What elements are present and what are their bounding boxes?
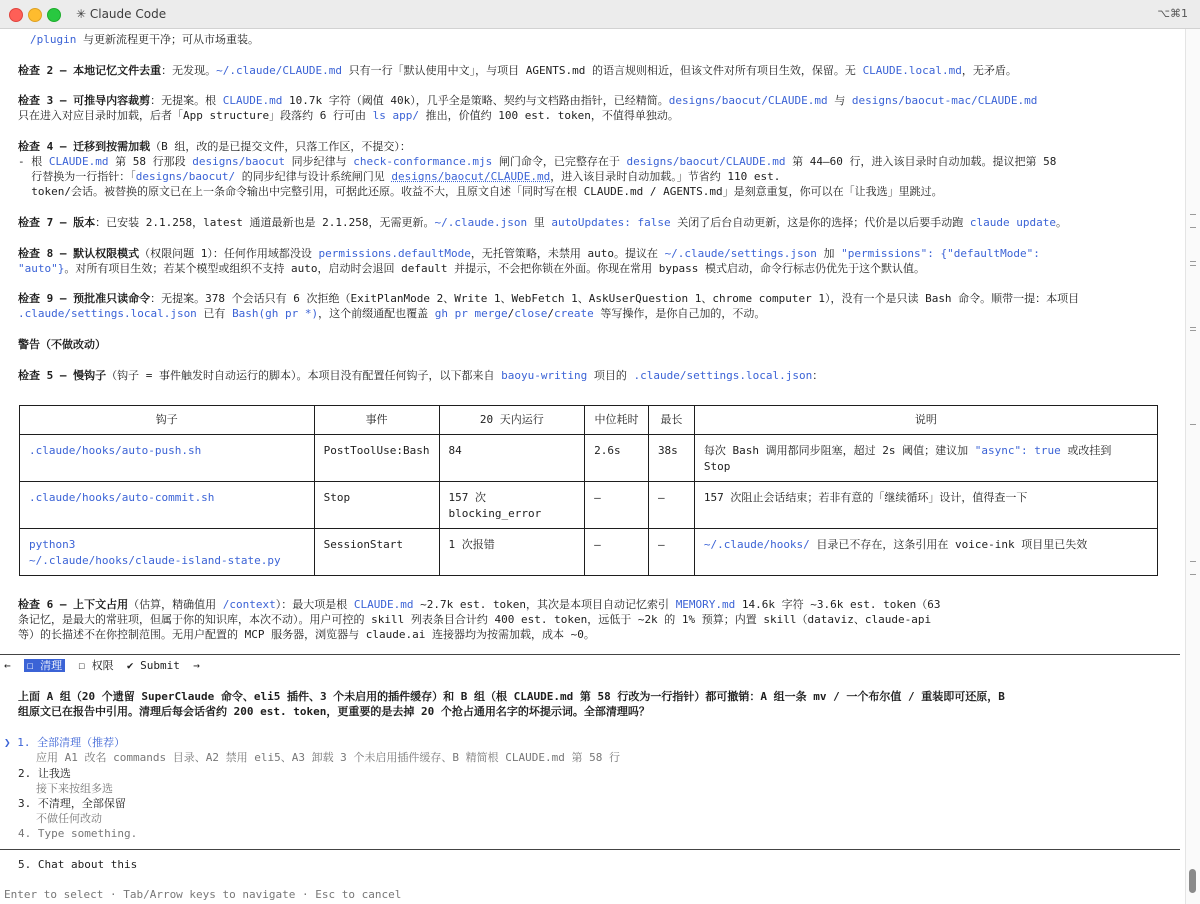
question-text-line2: 组原文已在报告中引用。清理后每会话省约 200 est. token，更重要的是去掉 20 个抢占通用名字的坏提示词。全部清理吗？ <box>18 705 650 718</box>
selection-pointer-icon: ❯ <box>4 736 11 749</box>
hook-event: Stop <box>314 482 439 529</box>
hook-max: – <box>648 529 694 576</box>
option-5[interactable]: 5. Chat about this <box>18 858 138 871</box>
check-6-line3: 等）的长描述不在你控制范围。无用户配置的 MCP 服务器，浏览器与 claude.ai 连接器均为按需加载，成本 ~0。 <box>18 628 595 641</box>
option-1[interactable]: ❯ 1. 全部清理（推荐） <box>4 736 126 749</box>
option-2[interactable]: 2. 让我选 <box>18 767 71 780</box>
check-3: 检查 3 – 可推导内容裁剪：无提案。根 CLAUDE.md 10.7k 字符（阈值 40k），几乎全是策略、契约与文档路由指针，已经精简。designs/baocut/CLAUDE.md 与 designs/baocut-mac/CLAUDE.md <box>18 94 1038 107</box>
scroll-marker <box>1190 261 1196 262</box>
close-window-button[interactable] <box>9 8 23 22</box>
terminal-output <box>0 29 1186 904</box>
hook-max: 38s <box>648 435 694 482</box>
check-4: 检查 4 – 迁移到按需加载（B 组，改的是已提交文件，只落工作区，不提交）： <box>18 140 411 153</box>
check-2: 检查 2 – 本地记忆文件去重：无发现。~/.claude/CLAUDE.md 只有一行「默认使用中文」，与项目 AGENTS.md 的语言规则相近，但该文件对所有项目生效，保留。无 CLAUDE.local.md，无矛盾。 <box>18 64 1017 77</box>
hook-runs: 157 次 blocking_error <box>439 482 585 529</box>
check-4-line3: 行替换为一行指针：「designs/baocut/ 的同步纪律与设计系统闸门见 designs/baocut/CLAUDE.md，进入该目录时自动加载。」节省约 110 est. <box>18 170 781 183</box>
hook-path: .claude/hooks/auto-commit.sh <box>20 482 315 529</box>
window-title: ✳ Claude Code <box>76 7 167 21</box>
question-text: 上面 A 组（20 个遗留 SuperClaude 命令、eli5 插件、3 个未启用的插件缓存）和 B 组（根 CLAUDE.md 第 58 行改为一行指针）都可撤销：A 组一条 mv / 一个布尔值 / 重装即可还原，B <box>18 690 1005 703</box>
hook-note: 157 次阻止会话结束；若非有意的「继续循环」设计，值得查一下 <box>694 482 1157 529</box>
column-header: 事件 <box>314 406 439 435</box>
title-bar <box>0 0 1200 29</box>
hook-event: SessionStart <box>314 529 439 576</box>
hook-runs: 1 次报错 <box>439 529 585 576</box>
option-3[interactable]: 3. 不清理，全部保留 <box>18 797 126 810</box>
table-row <box>20 482 1158 529</box>
scroll-marker <box>1190 214 1196 215</box>
report-line: /plugin 与更新流程更干净；可从市场重装。 <box>30 33 259 46</box>
scroll-marker <box>1190 327 1196 328</box>
scroll-marker <box>1190 330 1196 331</box>
hook-max: – <box>648 482 694 529</box>
hook-event: PostToolUse:Bash <box>314 435 439 482</box>
check-4-line2: - 根 CLAUDE.md 第 58 行那段 designs/baocut 同步纪律与 check-conformance.mjs 闸门命令，已完整存在于 designs/baocut/CLAUDE.md 第 44–60 行，进入该目录时自动加载。提议把第 58 <box>18 155 1057 168</box>
check-9-line2: .claude/settings.local.json 已有 Bash(gh pr *)，这个前缀通配也覆盖 gh pr merge/close/create 等写操作，是你自己加的，不动。 <box>18 307 766 320</box>
scroll-marker <box>1190 227 1196 228</box>
check-8: 检查 8 – 默认权限模式（权限问题 1）：任何作用域都没设 permissions.defaultMode，无托管策略，未禁用 auto。提议在 ~/.claude/settings.json 加 "permissions": {"defaultMode": <box>18 247 1040 260</box>
check-8-line2: "auto"}。对所有项目生效；若某个模型或组织不支持 auto，启动时会退回 default 并提示，不会把你锁在外面。你现在常用 bypass 模式启动，命令行标志仍优先于这个默认值。 <box>18 262 926 275</box>
check-9: 检查 9 – 预批准只读命令：无提案。378 个会话只有 6 次拒绝（ExitPlanMode 2、Write 1、WebFetch 1、AskUserQuestion 1、chrome computer 1），没有一个是只读 Bash 命令。顺带一提：本项目 <box>18 292 1080 305</box>
divider <box>0 849 1180 850</box>
divider <box>0 654 1180 655</box>
check-6-line2: 条记忆，是最大的常驻项，但属于你的知识库，本次不动）。用户可控的 skill 列表条目合计约 400 est. token，远低于 ~2k 的 1% 预算；内置 skill（dataviz、claude-api <box>18 613 932 626</box>
option-4-type-input[interactable]: 4. Type something. <box>18 827 138 840</box>
tab-submit[interactable]: ✔ Submit <box>126 659 180 672</box>
check-7: 检查 7 – 版本：已安装 2.1.258，latest 通道最新也是 2.1.258，无需更新。~/.claude.json 里 autoUpdates: false 关闭了后台自动更新，这是你的选择；代价是以后要手动跑 claude update。 <box>18 216 1067 229</box>
column-header: 钩子 <box>20 406 315 435</box>
scroll-marker <box>1190 561 1196 562</box>
tab-next-arrow[interactable]: → <box>193 659 200 672</box>
table-row <box>20 529 1158 576</box>
scroll-marker <box>1190 574 1196 575</box>
tab-prev-arrow[interactable]: ← <box>4 659 11 672</box>
scroll-marker <box>1190 265 1196 266</box>
zoom-window-button[interactable] <box>47 8 61 22</box>
table-row <box>20 435 1158 482</box>
scrollbar-thumb[interactable] <box>1189 869 1196 893</box>
window-shortcut: ⌥⌘1 <box>1157 7 1188 20</box>
table-header-row <box>20 406 1158 435</box>
column-header: 中位耗时 <box>585 406 649 435</box>
tab-permissions[interactable]: ☐ 权限 <box>78 659 114 672</box>
footer-hint: Enter to select · Tab/Arrow keys to navigate · Esc to cancel <box>4 888 402 901</box>
option-3-description: 不做任何改动 <box>36 812 102 825</box>
hook-median: 2.6s <box>585 435 649 482</box>
check-5: 检查 5 – 慢钩子（钩子 = 事件触发时自动运行的脚本）。本项目没有配置任何钩子，以下都来自 baoyu-writing 项目的 .claude/settings.local.json： <box>18 369 824 382</box>
minimize-window-button[interactable] <box>28 8 42 22</box>
column-header: 最长 <box>648 406 694 435</box>
scrollbar[interactable] <box>1185 29 1200 904</box>
tab-cleanup[interactable]: ☐ 清理 <box>24 659 65 672</box>
hook-median: – <box>585 529 649 576</box>
check-4-line4: token/会话。被替换的原文已在上一条命令输出中完整引用，可据此还原。收益不大，且原文自述「同时写在根 CLAUDE.md / AGENTS.md」是刻意重复，你可以在「让我选」里跳过。 <box>18 185 943 198</box>
hook-median: – <box>585 482 649 529</box>
option-2-description: 接下来按组多选 <box>36 782 113 795</box>
column-header: 20 天内运行 <box>439 406 585 435</box>
hook-path: .claude/hooks/auto-push.sh <box>20 435 315 482</box>
column-header: 说明 <box>694 406 1157 435</box>
check-6: 检查 6 – 上下文占用（估算，精确值用 /context）：最大项是根 CLAUDE.md ~2.7k est. token，其次是本项目自动记忆索引 MEMORY.md 14.6k 字符 ~3.6k est. token（63 <box>18 598 941 611</box>
hook-note: ~/.claude/hooks/ 目录已不存在，这条引用在 voice-ink 项目里已失效 <box>694 529 1157 576</box>
hooks-table <box>19 405 1158 576</box>
check-3-line2: 只在进入对应目录时加载，后者「App structure」段落约 6 行可由 ls app/ 推出，价值约 100 est. token，不值得单独动。 <box>18 109 679 122</box>
scroll-marker <box>1190 424 1196 425</box>
hook-note: 每次 Bash 调用都同步阻塞，超过 2s 阈值；建议加 "async": true 或改挂到 Stop <box>694 435 1157 482</box>
question-tab-bar <box>4 658 200 673</box>
option-1-description: 应用 A1 改名 commands 目录、A2 禁用 eli5、A3 卸载 3 个未启用插件缓存、B 精简根 CLAUDE.md 第 58 行 <box>36 751 621 764</box>
hook-path: python3 ~/.claude/hooks/claude-island-state.py <box>20 529 315 576</box>
hook-runs: 84 <box>439 435 585 482</box>
warning-heading: 警告（不做改动） <box>18 338 106 351</box>
